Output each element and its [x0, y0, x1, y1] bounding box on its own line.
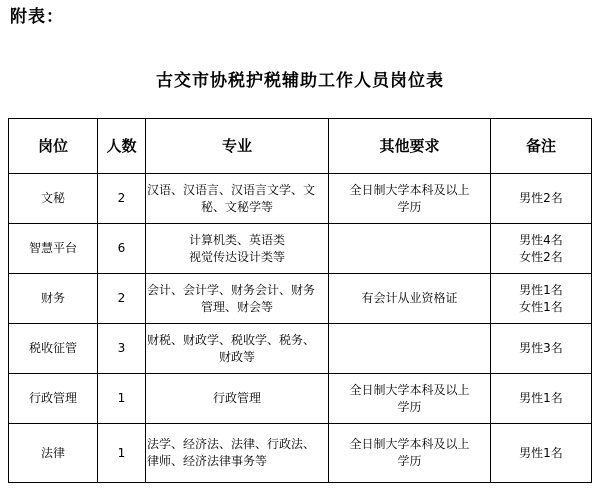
table-header-row [9, 119, 592, 174]
note-line: 男性3名 [519, 341, 563, 355]
cell-notes [491, 224, 592, 274]
header-count: 人数 [98, 119, 146, 174]
header-post: 岗位 [9, 119, 98, 174]
cell-requirements [329, 224, 491, 274]
cell-count: 2 [98, 274, 146, 324]
note-line: 男性4名 [519, 232, 563, 247]
table-row [9, 224, 592, 274]
table-row [9, 274, 592, 324]
cell-post: 智慧平台 [9, 224, 98, 274]
positions-table [8, 118, 592, 483]
major-line: 视觉传达设计类等 [188, 249, 285, 264]
cell-post: 税收征管 [9, 324, 98, 374]
table-row [9, 424, 592, 483]
table-row [9, 374, 592, 424]
table-title: 古交市协税护税辅助工作人员岗位表 [156, 71, 444, 91]
requirement-line: 全日制大学本科及以上 [349, 437, 470, 451]
cell-notes [491, 374, 592, 424]
major-line: 管理、财会等 [200, 299, 273, 314]
cell-major [146, 174, 329, 224]
cell-major [146, 224, 329, 274]
cell-count: 2 [98, 174, 146, 224]
cell-requirements [329, 324, 491, 374]
requirement-line: 全日制大学本科及以上 [349, 382, 470, 397]
cell-notes [491, 174, 592, 224]
requirement-line: 学历 [397, 454, 422, 468]
cell-major [146, 424, 329, 483]
cell-count: 3 [98, 324, 146, 374]
requirement-line: 全日制大学本科及以上 [349, 182, 470, 197]
cell-requirements [329, 174, 491, 224]
attachment-heading: 附表： [10, 7, 64, 27]
note-line: 男性1名 [519, 282, 563, 297]
cell-requirements [329, 424, 491, 483]
cell-major [146, 374, 329, 424]
note-line: 男性2名 [519, 191, 563, 205]
requirement-line: 学历 [397, 399, 422, 414]
requirement-line: 学历 [397, 199, 422, 214]
cell-post: 行政管理 [9, 374, 98, 424]
header-notes: 备注 [491, 119, 592, 174]
cell-requirements [329, 374, 491, 424]
cell-count: 1 [98, 424, 146, 483]
note-line: 男性1名 [519, 391, 563, 405]
major-line: 汉语、汉语言、汉语言文学、文 [147, 182, 316, 197]
major-line: 律师、经济法律事务等 [147, 454, 268, 468]
cell-major [146, 324, 329, 374]
cell-major [146, 274, 329, 324]
major-line: 秘、文秘学等 [200, 199, 273, 214]
header-requirements: 其他要求 [329, 119, 491, 174]
cell-notes [491, 324, 592, 374]
major-line: 会计、会计学、财务会计、财务 [147, 282, 316, 297]
cell-post: 法律 [9, 424, 98, 483]
note-line: 男性1名 [519, 445, 563, 460]
cell-post: 文秘 [9, 174, 98, 224]
cell-requirements [329, 274, 491, 324]
major-line: 财税、财政学、税收学、税务、 [147, 332, 316, 347]
cell-count: 1 [98, 374, 146, 424]
major-line: 计算机类、英语类 [188, 232, 285, 247]
major-line: 行政管理 [212, 391, 261, 405]
cell-post: 财务 [9, 274, 98, 324]
cell-notes [491, 274, 592, 324]
table-row [9, 174, 592, 224]
note-line: 女性1名 [519, 299, 563, 314]
cell-count: 6 [98, 224, 146, 274]
major-line: 财政等 [218, 349, 255, 364]
table-row [9, 324, 592, 374]
requirement-line: 有会计从业资格证 [361, 291, 458, 305]
cell-notes [491, 424, 592, 483]
note-line: 女性2名 [519, 249, 563, 264]
major-line: 法学、经济法、法律、行政法、 [147, 437, 316, 451]
header-major: 专业 [146, 119, 329, 174]
